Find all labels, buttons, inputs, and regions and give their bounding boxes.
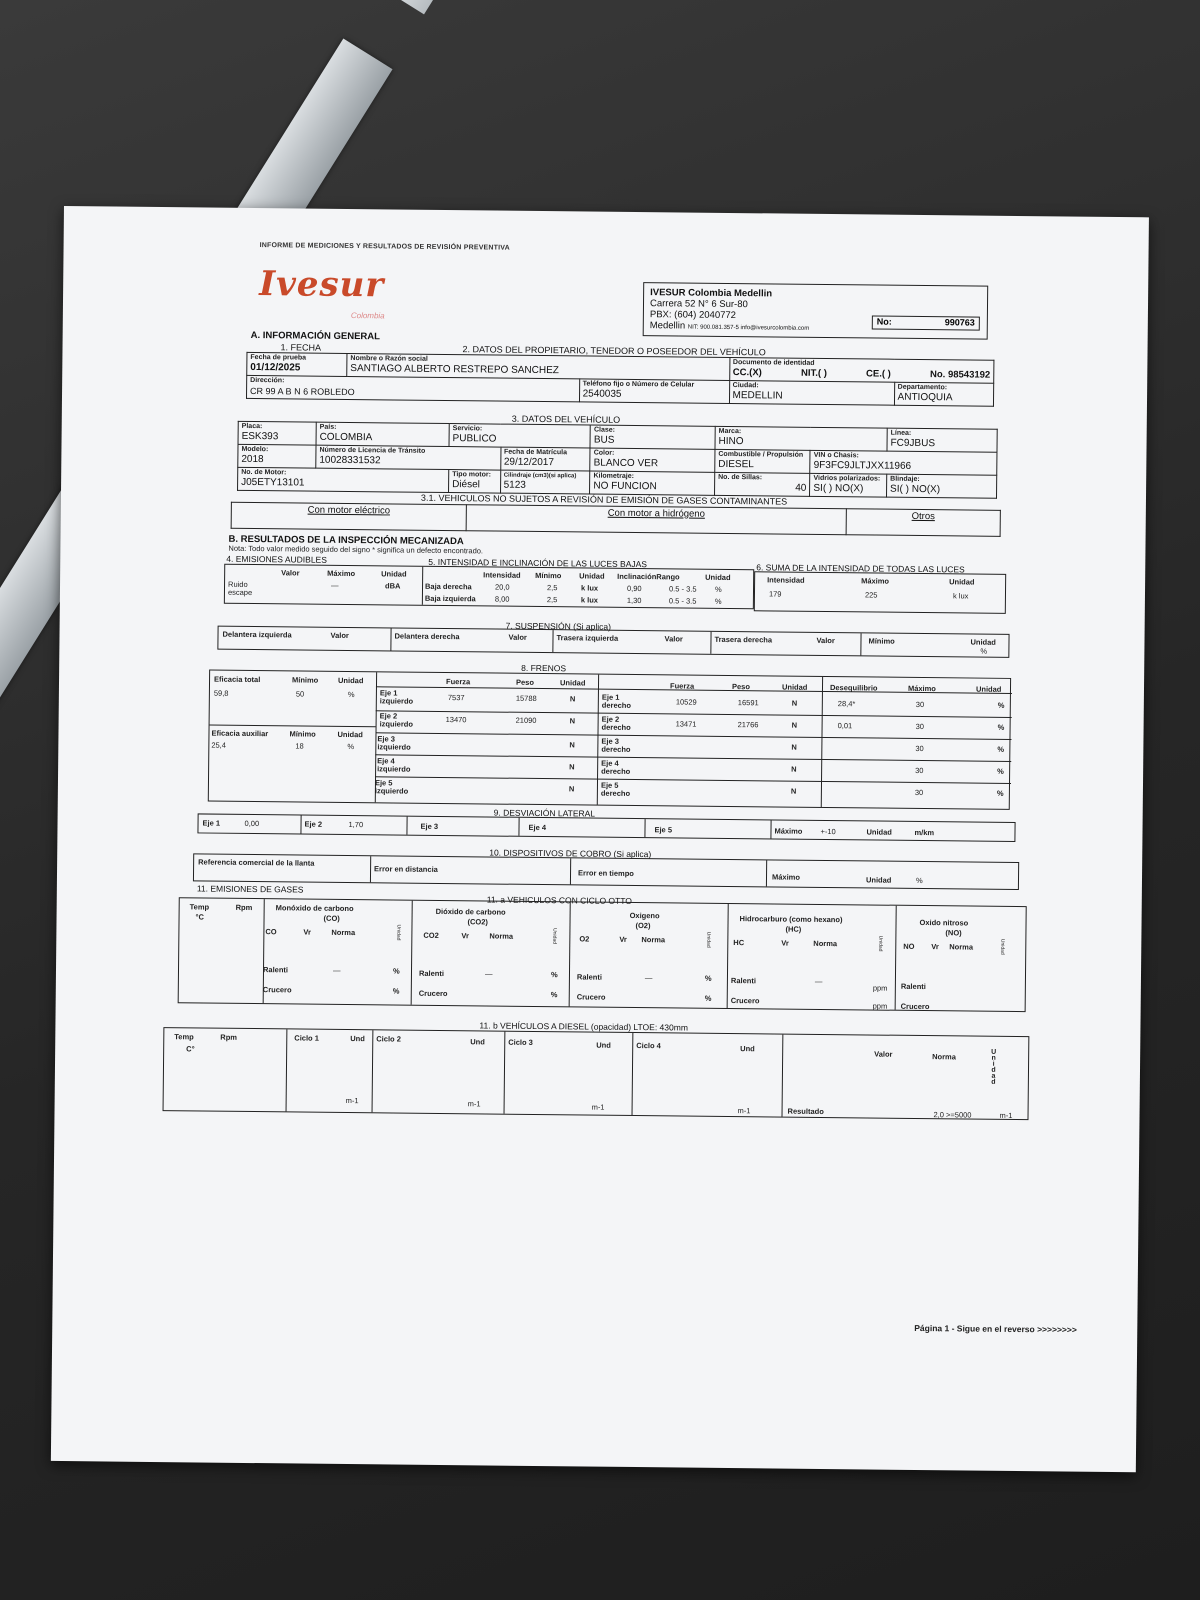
frenos-h-unidad2: Unidad: [337, 729, 363, 740]
suspension-box: [217, 626, 1009, 658]
eficacia-aux-unit: %: [347, 741, 355, 752]
eficacia-aux-min: 18: [295, 741, 304, 751]
susp-unidad: Unidad: [970, 637, 996, 647]
ciclo4-und: Und: [740, 1044, 755, 1054]
placa: ESK393: [241, 430, 279, 443]
linea-label: Línea:: [890, 429, 912, 437]
sillas-label: No. de Sillas:: [718, 473, 763, 482]
eje1-der-fuerza: 10529: [675, 697, 697, 707]
eje2-maximo: 30: [915, 721, 924, 732]
audibles-title: 4. EMISIONES AUDIBLES: [226, 553, 327, 565]
hc-label: HC: [733, 938, 745, 948]
ciclo2-und: Und: [470, 1037, 485, 1047]
suma-luces-box: [754, 571, 1006, 614]
propietario-title: 2. DATOS DEL PROPIETARIO, TENEDOR O POSEEDOR DEL VEHÍCULO: [462, 344, 766, 358]
desv-eje1-val: 0,00: [244, 818, 260, 829]
desv-eje3-label: Eje 3: [420, 821, 439, 831]
desv-unidad-label: Unidad: [866, 827, 892, 837]
o2-sub: (O2): [635, 921, 651, 931]
co2-title: Dióxido de carbono: [435, 906, 506, 917]
company-pbx: PBX: (604) 2040772: [649, 309, 737, 322]
no-ralenti: Ralenti: [900, 981, 926, 992]
baja-izquierda-unidad2: %: [714, 596, 722, 606]
no-label: NO: [903, 941, 915, 951]
inspection-report-sheet: [51, 206, 1149, 1472]
cobro-error-tiempo: Error en tiempo: [577, 868, 634, 879]
susp-valor2: Valor: [508, 632, 527, 642]
hc-title: Hidrocarburo (como hexano): [739, 914, 843, 925]
pais-label: País:: [319, 423, 337, 431]
eje2-unidad: %: [997, 722, 1005, 732]
hc-unidad-vert: Unidad: [877, 935, 884, 952]
baja-izquierda-intensidad: 8,00: [494, 594, 510, 604]
susp-del-der: Delantera derecha: [394, 631, 460, 642]
color-label: Color:: [593, 449, 615, 457]
suma-h-unidad: Unidad: [949, 577, 975, 587]
desv-maximo-label: Máximo: [774, 826, 803, 836]
o2-vr: Vr: [619, 934, 627, 944]
co2-sub: (CO2): [467, 917, 488, 927]
o2-crucero-pct: %: [704, 993, 712, 1003]
motor-electrico: Con motor eléctrico: [307, 504, 391, 517]
company-name: IVESUR Colombia Medellin: [650, 287, 773, 300]
luces-h-intensidad: Intensidad: [483, 570, 521, 580]
o2-unidad-vert: Unidad: [705, 931, 712, 948]
no-sub: (NO): [945, 928, 962, 938]
section-b-title: B. RESULTADOS DE LA INSPECCIÓN MECANIZADA: [228, 533, 464, 548]
eficacia-total-unit: %: [347, 690, 355, 700]
section-b-note: Nota: Todo valor medido seguido del signo * significa un defecto encontrado.: [228, 543, 484, 556]
diesel-rpm: Rpm: [220, 1032, 238, 1042]
co-crucero: Crucero: [262, 985, 292, 995]
report-number: 990763: [944, 317, 975, 328]
diesel-norma: Norma: [932, 1052, 956, 1062]
logo-text: Ivesur: [258, 264, 385, 306]
gases-title: 11. EMISIONES DE GASES: [196, 883, 304, 895]
eje5-izq-unidad: N: [568, 784, 575, 794]
eje1-izq-label: Eje 1 izquierdo: [379, 688, 414, 706]
telefono-label: Teléfono fijo o Número de Celular: [582, 380, 695, 389]
sillas: 40: [795, 482, 807, 494]
frenos-h-minimo: Mínimo: [292, 675, 319, 685]
hc-crucero: Crucero: [730, 996, 760, 1006]
desv-maximo-val: +-10: [820, 826, 836, 837]
hc-norma: Norma: [813, 938, 838, 949]
co2-ralenti: Ralenti: [418, 968, 445, 979]
eje3-unidad: %: [997, 744, 1005, 754]
eje5-der-unidad: N: [790, 786, 797, 796]
co2-unidad-vert: Unidad: [551, 928, 558, 945]
blindaje: SI( ) NO(X): [890, 483, 941, 496]
baja-izquierda-inclinacion: 1,30: [626, 595, 642, 606]
susp-tra-izq: Trasera izquierda: [556, 633, 619, 643]
eje2-der-label: Eje 2 derecho: [601, 714, 631, 732]
eje1-der-label: Eje 1 derecho: [601, 692, 632, 710]
otto-box: [178, 897, 1027, 1012]
ciudad: MEDELLIN: [732, 390, 783, 402]
cobro-referencia: Referencia comercial de la llanta: [198, 857, 315, 868]
suma-h-intensidad: Intensidad: [767, 575, 805, 585]
susp-unidad-val: %: [980, 646, 988, 656]
ciclo3-m1: m-1: [591, 1102, 605, 1112]
eje3-der-label: Eje 3 derecho: [601, 736, 631, 754]
diesel-norma-val: 2,0 >=5000: [933, 1110, 972, 1120]
suma-intensidad: 179: [768, 589, 782, 599]
co2-crucero-pct: %: [550, 990, 558, 1000]
eje2-der-unidad: N: [791, 720, 798, 730]
eje1-der-peso: 16591: [737, 698, 759, 708]
otto-temp: Temp: [189, 902, 210, 912]
matricula: 29/12/2017: [503, 456, 554, 469]
cobro-unidad: Unidad: [865, 875, 892, 885]
otros: Otros: [911, 510, 935, 523]
hc-vr: Vr: [781, 938, 789, 948]
susp-valor3: Valor: [664, 634, 683, 644]
diesel-title: 11. b VEHÍCULOS A DIESEL (opacidad) LTOE: 430mm: [479, 1020, 688, 1033]
doc-ce: CE.( ): [865, 368, 891, 380]
marca: HINO: [718, 435, 744, 448]
no-sujetos-title: 3.1. VEHICULOS NO SUJETOS A REVISIÓN DE EMISIÓN DE GASES CONTAMINANTES: [420, 492, 788, 507]
co-vr: Vr: [303, 927, 311, 937]
desv-unidad-val: m/km: [914, 827, 935, 838]
susp-valor4: Valor: [816, 635, 835, 646]
baja-derecha-minimo: 2,5: [546, 583, 558, 593]
motor: J05ETY13101: [241, 476, 305, 489]
frenos-h-max: Máximo: [907, 683, 936, 694]
eje2-izq-unidad: N: [569, 716, 576, 726]
company-city: Medellin: [649, 320, 686, 332]
luces-h-unidad: Unidad: [579, 571, 605, 581]
otto-temp-unit: °C: [195, 912, 205, 922]
fecha-prueba: 01/12/2025: [250, 361, 301, 374]
fecha-title: 1. FECHA: [280, 342, 322, 353]
cilindraje: 5123: [503, 479, 526, 491]
baja-derecha-inclinacion: 0,90: [626, 583, 642, 594]
ciudad-label: Ciudad:: [732, 382, 759, 390]
frenos-h-unidad: Unidad: [338, 675, 364, 686]
no-sujetos-table: [231, 502, 1001, 537]
ciclo4-m1: m-1: [737, 1106, 751, 1116]
eje4-unidad: %: [997, 766, 1004, 776]
suspension-title: 7. SUSPENSIÓN (Si aplica): [505, 620, 612, 632]
tipo-motor-label: Tipo motor:: [452, 471, 492, 479]
color: BLANCO VER: [593, 457, 659, 470]
co-ralenti-dash: —: [332, 965, 341, 975]
co-ralenti: Ralenti: [262, 965, 289, 975]
eje3-izq-label: Eje 3 izquierdo: [377, 734, 411, 752]
eje2-izq-fuerza: 13470: [445, 715, 467, 725]
ciclo2-m1: m-1: [467, 1099, 481, 1109]
combustible: DIESEL: [718, 458, 754, 471]
report-number-label: No:: [876, 316, 892, 327]
desviacion-box: [197, 813, 1015, 842]
co-unidad-vert: Unidad: [395, 924, 402, 941]
frenos-box: [208, 670, 1011, 810]
clase-label: Clase:: [593, 426, 616, 434]
matricula-label: Fecha de Matrícula: [503, 448, 568, 457]
company-address: Carrera 52 N° 6 Sur-80: [649, 298, 748, 311]
eje4-der-unidad: N: [791, 764, 797, 774]
frenos-h-minimo2: Mínimo: [289, 729, 316, 739]
departamento: ANTIOQUIA: [897, 391, 953, 404]
baja-izquierda-label: Baja izquierda: [424, 593, 476, 604]
vehicle-data-table: [237, 421, 998, 499]
kilometraje-label: Kilometraje:: [593, 472, 634, 480]
pais: COLOMBIA: [319, 431, 373, 444]
luces-h-inclinacion: InclinaciónRango: [617, 571, 680, 582]
eje1-unidad: %: [997, 700, 1005, 710]
ciclo4: Ciclo 4: [636, 1041, 661, 1051]
o2-ralenti-dash: —: [644, 973, 653, 983]
frenos-h-unid: Unidad: [559, 678, 586, 688]
eje1-der-unidad: N: [791, 698, 798, 708]
baja-derecha-unidad2: %: [714, 584, 722, 594]
co2-ralenti-pct: %: [550, 970, 558, 980]
ruido-maximo: —: [330, 580, 339, 590]
modelo: 2018: [241, 453, 264, 466]
nombre: SANTIAGO ALBERTO RESTREPO SANCHEZ: [350, 363, 559, 377]
audibles-h-valor: Valor: [281, 568, 300, 578]
eficacia-aux-label: Eficacia auxiliar: [211, 728, 269, 739]
eje1-izq-unidad: N: [569, 694, 576, 704]
o2-norma: Norma: [641, 935, 666, 945]
licencia: 10028331532: [319, 454, 381, 467]
hc-crucero-ppm: ppm: [872, 1001, 888, 1011]
servicio-label: Servicio:: [452, 425, 483, 433]
modelo-label: Modelo:: [241, 445, 269, 454]
ruido-unidad: dBA: [384, 581, 401, 591]
co2-ralenti-dash: —: [484, 969, 493, 979]
company-logo: [259, 264, 385, 323]
o2-ralenti-pct: %: [704, 973, 712, 983]
diesel-temp: Temp: [174, 1032, 194, 1042]
page-footer: Página 1 - Sigue en el reverso >>>>>>>>: [914, 1322, 1077, 1335]
no-title: Oxido nitroso: [919, 917, 969, 928]
frenos-h-fuerza: Fuerza: [445, 677, 471, 687]
frenos-h-peso-d: Peso: [731, 682, 750, 692]
desv-eje4-label: Eje 4: [528, 822, 547, 833]
placa-label: Placa:: [241, 422, 263, 431]
ciclo3: Ciclo 3: [508, 1037, 533, 1047]
eficacia-total-label: Eficacia total: [214, 674, 261, 685]
susp-tra-der: Trasera derecha: [714, 634, 773, 645]
hc-sub: (HC): [785, 924, 802, 934]
frenos-h-unid-deseq: Unidad: [975, 684, 1002, 694]
company-nit-email: NIT: 900.081.357-5 info@ivesurcolombia.com: [687, 324, 810, 332]
eje3-der-unidad: N: [791, 742, 797, 752]
eje4-izq-label: Eje 4 izquierdo: [377, 756, 411, 774]
eje2-izq-peso: 21090: [515, 715, 537, 725]
ruido-escape-label: Ruido escape: [227, 579, 253, 597]
cobro-box: [193, 853, 1019, 890]
eje1-izq-peso: 15788: [515, 693, 537, 703]
eje5-maximo: 30: [914, 787, 924, 798]
eje5-izq-label: Eje 5 izquierdo: [374, 778, 409, 796]
o2-ralenti: Ralenti: [576, 972, 603, 982]
luces-title: 5. INTENSIDAD E INCLINACIÓN DE LAS LUCES BAJAS: [428, 556, 648, 570]
eje4-der-label: Eje 4 derecho: [601, 758, 631, 776]
diesel-resultado: Resultado: [787, 1106, 824, 1117]
desviacion-title: 9. DESVIACIÓN LATERAL: [493, 807, 596, 819]
company-info-box: [643, 282, 989, 340]
eje3-maximo: 30: [915, 743, 924, 754]
suma-h-maximo: Máximo: [861, 576, 890, 586]
audibles-h-unidad: Unidad: [381, 569, 407, 579]
luces-h-unidad2: Unidad: [705, 572, 731, 583]
motor-label: No. de Motor:: [241, 468, 287, 477]
tipo-motor: Diésel: [452, 479, 480, 491]
departamento-label: Departamento:: [897, 383, 948, 392]
general-info-table: [246, 352, 994, 407]
eje5-unidad: %: [996, 788, 1004, 798]
co-crucero-pct: %: [392, 986, 400, 996]
baja-izquierda-minimo: 2,5: [546, 595, 558, 605]
marca-label: Marca:: [718, 427, 742, 436]
baja-derecha-label: Baja derecha: [424, 581, 472, 592]
frenos-h-peso: Peso: [515, 677, 535, 687]
report-title: INFORME DE MEDICIONES Y RESULTADOS DE REVISIÓN PREVENTIVA: [259, 242, 510, 252]
frenos-h-fuerza-d: Fuerza: [669, 681, 695, 691]
hc-ralenti-dash: —: [814, 976, 823, 986]
servicio: PUBLICO: [452, 433, 497, 445]
cilindraje-label: Cilindraje (cm3)(si aplica): [503, 472, 577, 480]
suma-unidad: k lux: [952, 591, 969, 601]
documento-label: Documento de identidad: [732, 359, 815, 367]
co2-label: CO2: [423, 930, 439, 940]
eficacia-aux: 25,4: [211, 740, 227, 750]
motor-hidrogeno: Con motor a hidrógeno: [607, 507, 705, 520]
telefono: 2540035: [582, 388, 622, 400]
frenos-title: 8. FRENOS: [521, 662, 567, 674]
co2-crucero: Crucero: [418, 988, 448, 999]
baja-derecha-unidad: k lux: [580, 583, 599, 593]
eje2-der-peso: 21766: [737, 720, 759, 730]
section-a-title: A. INFORMACIÓN GENERAL: [250, 329, 381, 343]
cobro-maximo: Máximo: [771, 872, 800, 882]
susp-del-izq: Delantera izquierda: [222, 629, 292, 640]
doc-cc: CC.(X): [732, 367, 762, 379]
eficacia-total-min: 50: [295, 689, 305, 699]
desv-eje2-label: Eje 2: [304, 819, 323, 829]
otto-rpm: Rpm: [235, 902, 253, 913]
o2-label: O2: [579, 934, 590, 944]
ciclo2: Ciclo 2: [376, 1034, 401, 1044]
co-label: CO: [265, 927, 277, 937]
eje1-desequilibrio: 28,4*: [837, 699, 856, 709]
eje2-izq-label: Eje 2 izquierdo: [379, 711, 413, 729]
diesel-box: [163, 1027, 1030, 1120]
ciclo1-und: Und: [350, 1034, 365, 1044]
desv-eje5-label: Eje 5: [654, 825, 673, 835]
combustible-label: Combustible / Propulsión: [718, 450, 804, 459]
suma-maximo: 225: [864, 590, 878, 600]
co-title: Monóxido de carbono: [275, 903, 354, 914]
vin-label: VIN o Chasis:: [813, 451, 859, 460]
eje3-izq-unidad: N: [569, 740, 575, 750]
logo-subtext: Colombia: [350, 311, 385, 321]
suma-luces-title: 6. SUMA DE LA INTENSIDAD DE TODAS LAS LUCES: [756, 562, 965, 575]
co2-vr: Vr: [461, 931, 469, 941]
no-crucero: Crucero: [900, 1001, 930, 1012]
vin: 9F3FC9JLTJXX11966: [813, 459, 912, 472]
linea: FC9JBUS: [890, 437, 936, 450]
eje1-izq-fuerza: 7537: [447, 693, 465, 703]
vehiculo-title: 3. DATOS DEL VEHÍCULO: [511, 413, 621, 425]
kilometraje: NO FUNCION: [593, 480, 657, 493]
cobro-error-distancia: Error en distancia: [374, 864, 438, 874]
doc-nit: NIT.( ): [800, 367, 827, 379]
baja-derecha-intensidad: 20,0: [494, 582, 510, 592]
diesel-norma-unit: m-1: [999, 1110, 1013, 1120]
desv-eje2-val: 1,70: [348, 820, 364, 830]
frenos-h-deseq: Desequilibrio: [829, 683, 878, 693]
eje1-maximo: 30: [915, 699, 925, 710]
susp-minimo: Mínimo: [868, 636, 895, 646]
doc-number: No. 98543192: [929, 369, 991, 381]
o2-title: Oxigeno: [629, 910, 660, 921]
eje2-desequilibrio: 0,01: [837, 721, 853, 731]
desv-eje1-label: Eje 1: [202, 818, 221, 828]
hc-ralenti-ppm: ppm: [872, 983, 888, 993]
susp-valor1: Valor: [330, 630, 349, 641]
no-norma: Norma: [949, 942, 974, 952]
direccion-label: Dirección:: [250, 376, 285, 385]
direccion: CR 99 A B N 6 ROBLEDO: [250, 385, 355, 398]
hc-ralenti: Ralenti: [730, 976, 756, 986]
eje5-der-label: Eje 5 derecho: [600, 780, 631, 798]
baja-izquierda-rango: 0.5 - 3.5: [668, 596, 697, 606]
audibles-luces-box: [224, 564, 754, 610]
cobro-title: 10. DISPOSITIVOS DE COBRO (Si aplica): [489, 847, 652, 860]
eficacia-total: 59,8: [213, 688, 229, 698]
report-number-box: [872, 315, 980, 330]
audibles-h-maximo: Máximo: [327, 568, 356, 579]
luces-h-minimo: Mínimo: [535, 570, 562, 581]
diesel-temp-unit: C°: [186, 1044, 195, 1054]
eje2-der-fuerza: 13471: [675, 719, 697, 729]
frenos-h-unid-d: Unidad: [781, 682, 808, 692]
ciclo3-und: Und: [596, 1040, 611, 1050]
eje4-izq-unidad: N: [569, 762, 575, 772]
clase: BUS: [593, 434, 615, 446]
no-unidad-vert: Unidad: [999, 938, 1006, 955]
baja-derecha-rango: 0.5 - 3.5: [668, 584, 697, 594]
otto-title: 11. a VEHICULOS CON CICLO OTTO: [486, 894, 632, 906]
cobro-unidad-val: %: [915, 875, 923, 886]
co-ralenti-pct: %: [392, 966, 400, 976]
diesel-unidad-vert: Unidad: [989, 1048, 998, 1085]
vidrios: SI( ) NO(X): [813, 482, 864, 495]
licencia-label: Número de Licencia de Tránsito: [319, 446, 426, 455]
baja-izquierda-unidad: k lux: [580, 595, 599, 605]
co-sub: (CO): [323, 913, 340, 923]
nombre-label: Nombre o Razón social: [350, 355, 428, 363]
ciclo1-m1: m-1: [345, 1095, 359, 1106]
blindaje-label: Blindaje:: [890, 475, 920, 483]
o2-crucero: Crucero: [576, 992, 606, 1002]
diesel-valor: Valor: [874, 1049, 893, 1059]
co2-norma: Norma: [489, 931, 514, 941]
eje4-maximo: 30: [915, 765, 924, 776]
vidrios-label: Vidrios polarizados:: [813, 474, 881, 483]
fecha-prueba-label: Fecha de prueba: [250, 353, 307, 362]
no-vr: Vr: [931, 942, 939, 952]
ciclo1: Ciclo 1: [294, 1033, 319, 1043]
co-norma: Norma: [331, 927, 356, 938]
